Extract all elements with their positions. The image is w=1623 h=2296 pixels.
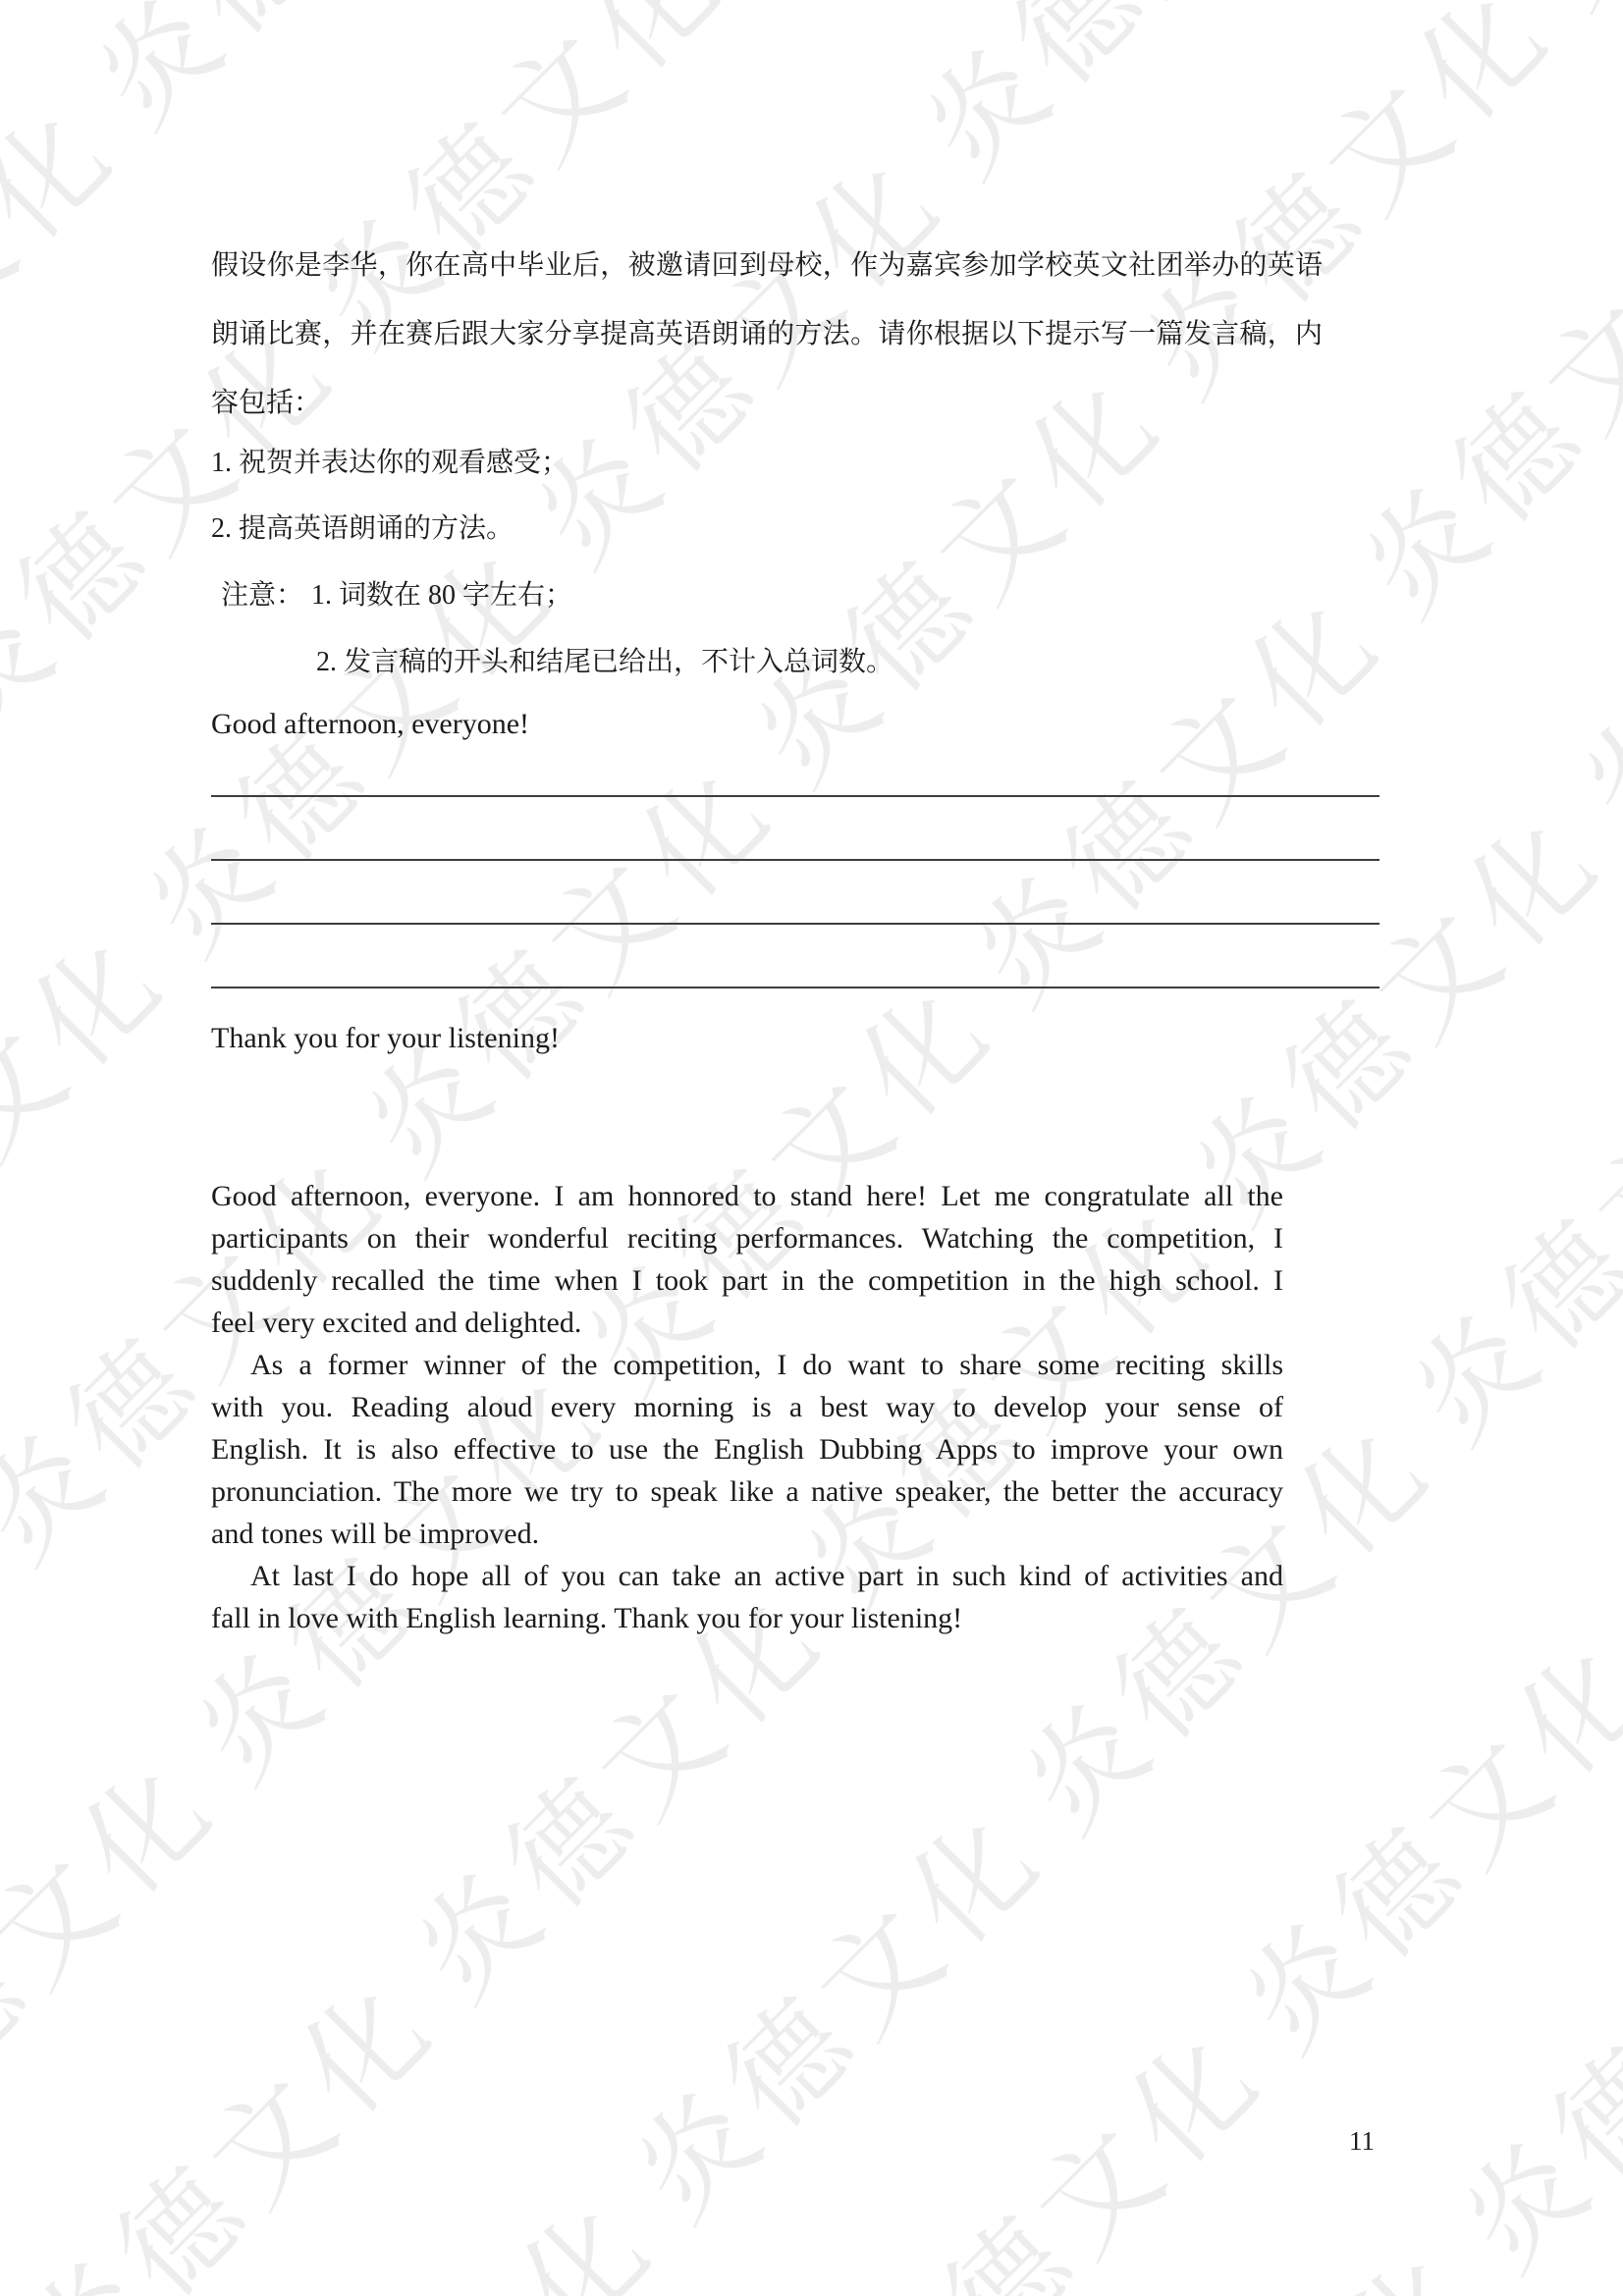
answer-line [211, 923, 1380, 925]
answer-line [211, 859, 1380, 861]
page-number: 11 [1349, 2126, 1375, 2156]
essay-line: participants on their wonderful reciting performances. Watching the competition, I [211, 1222, 1283, 1255]
essay-line: suddenly recalled the time when I took part in the competition in the high school. I [211, 1264, 1283, 1297]
essay-line: feel very excited and delighted. [211, 1307, 582, 1339]
task-point-2: 2. 提高英语朗诵的方法。 [211, 513, 514, 544]
essay-line: As a former winner of the competition, I do want to share some reciting skills [250, 1349, 1283, 1381]
task-point-1: 1. 祝贺并表达你的观看感受； [211, 448, 569, 478]
model-essay [211, 1175, 1283, 1639]
note-item-1: 1. 词数在 80 字左右； [311, 580, 573, 611]
essay-line: fall in love with English learning. Thank you for your listening! [211, 1602, 963, 1634]
essay-line: pronunciation. The more we try to speak like a native speaker, the better the accuracy [211, 1475, 1283, 1508]
task-notes-line-2 [211, 628, 893, 697]
essay-line: and tones will be improved. [211, 1518, 540, 1550]
speech-opening-line: Good afternoon, everyone! [211, 708, 530, 740]
answer-line [211, 795, 1380, 797]
speech-closing-line: Thank you for your listening! [211, 1022, 560, 1054]
task-intro [211, 232, 1323, 438]
task-notes-line-1 [211, 561, 572, 630]
essay-line: with you. Reading aloud every morning is a best way to develop your sense of [211, 1391, 1283, 1423]
essay-line: English. It is also effective to use the English Dubbing Apps to improve your own [211, 1433, 1283, 1466]
task-intro-line: 朗诵比赛，并在赛后跟大家分享提高英语朗诵的方法。请你根据以下提示写一篇发言稿，内 [211, 319, 1323, 349]
task-intro-line: 假设你是李华，你在高中毕业后，被邀请回到母校，作为嘉宾参加学校英文社团举办的英语 [211, 250, 1323, 281]
task-intro-line: 容包括： [211, 388, 322, 418]
answer-blank-lines [211, 795, 1380, 1001]
note-item-2: 2. 发言稿的开头和结尾已给出，不计入总词数。 [316, 647, 894, 677]
essay-line: At last I do hope all of you can take an active part in such kind of activities and [250, 1560, 1283, 1592]
answer-line [211, 987, 1380, 988]
essay-line: Good afternoon, everyone. I am honnored to stand here! Let me congratulate all the [211, 1180, 1283, 1212]
notes-label: 注意： [221, 580, 304, 611]
